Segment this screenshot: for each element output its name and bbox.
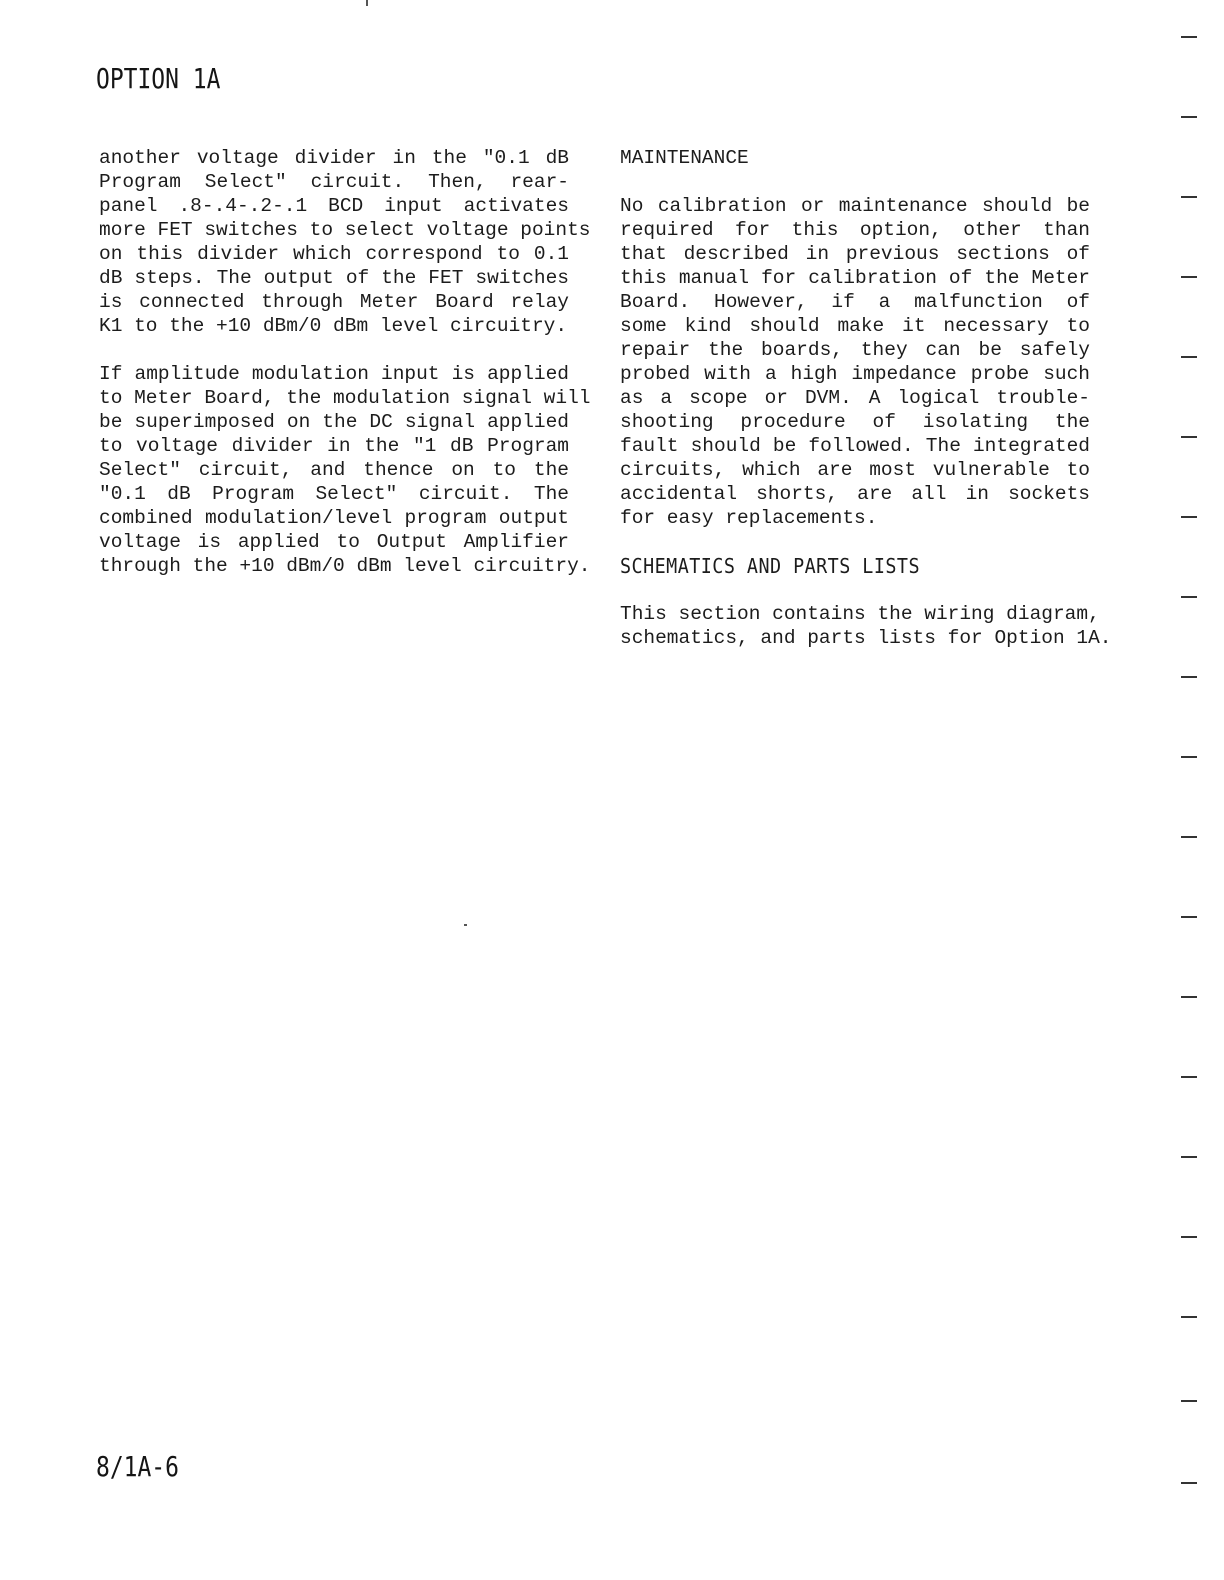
edge-mark [1181, 916, 1197, 918]
edge-mark [1181, 836, 1197, 838]
edge-mark [1181, 1316, 1197, 1318]
text-line: on this divider which correspond to 0.1 [99, 243, 569, 265]
text-line: more FET switches to select voltage points [99, 219, 591, 241]
text-line: be superimposed on the DC signal applied [99, 411, 569, 433]
text-line: Board. However, if a malfunction of [620, 291, 1090, 313]
schematics-paragraph [620, 602, 1112, 650]
edge-mark [1181, 996, 1197, 998]
text-line: No calibration or maintenance should be [620, 195, 1090, 217]
edge-mark [1181, 436, 1197, 438]
text-line: another voltage divider in the "0.1 dB [99, 147, 569, 169]
text-line: is connected through Meter Board relay [99, 291, 569, 313]
scan-speck [464, 924, 467, 926]
text-line: If amplitude modulation input is applied [99, 363, 569, 385]
text-line: voltage is applied to Output Amplifier [99, 531, 569, 553]
text-line: repair the boards, they can be safely [620, 339, 1090, 361]
text-line: some kind should make it necessary to [620, 315, 1090, 337]
text-line: K1 to the +10 dBm/0 dBm level circuitry. [99, 315, 568, 337]
page-header-title: OPTION 1A [96, 62, 221, 95]
schematics-heading: SCHEMATICS AND PARTS LISTS [620, 554, 920, 578]
text-line: through the +10 dBm/0 dBm level circuitry. [99, 555, 591, 577]
text-line: This section contains the wiring diagram, [620, 603, 1100, 625]
edge-mark [1181, 676, 1197, 678]
edge-mark [1181, 196, 1197, 198]
edge-mark [1181, 1400, 1197, 1402]
edge-mark [1181, 356, 1197, 358]
text-line: combined modulation/level program output [99, 507, 569, 529]
maintenance-heading: MAINTENANCE [620, 147, 749, 169]
edge-mark [1181, 1156, 1197, 1158]
text-line: to Meter Board, the modulation signal will [99, 387, 591, 409]
page-number: 8/1A-6 [96, 1450, 179, 1483]
scan-speck [366, 0, 368, 6]
text-line: probed with a high impedance probe such [620, 363, 1090, 385]
edge-mark [1181, 1076, 1197, 1078]
text-line: dB steps. The output of the FET switches [99, 267, 569, 289]
text-line: panel .8-.4-.2-.1 BCD input activates [99, 195, 569, 217]
right-column [620, 146, 1112, 674]
text-line: for easy replacements. [620, 507, 878, 529]
text-line: Select" circuit, and thence on to the [99, 459, 569, 481]
text-line: "0.1 dB Program Select" circuit. The [99, 483, 569, 505]
edge-mark [1181, 756, 1197, 758]
text-line: shooting procedure of isolating the [620, 411, 1090, 433]
edge-mark [1181, 36, 1197, 38]
left-paragraph-1 [99, 146, 591, 338]
left-column [99, 146, 591, 602]
text-line: accidental shorts, are all in sockets [620, 483, 1090, 505]
text-line: that described in previous sections of [620, 243, 1090, 265]
edge-mark [1181, 516, 1197, 518]
text-line: circuits, which are most vulnerable to [620, 459, 1090, 481]
edge-mark [1181, 1482, 1197, 1484]
text-line: as a scope or DVM. A logical trouble- [620, 387, 1090, 409]
text-line: Program Select" circuit. Then, rear- [99, 171, 569, 193]
text-line: schematics, and parts lists for Option 1A. [620, 627, 1112, 649]
text-line: to voltage divider in the "1 dB Program [99, 435, 569, 457]
edge-mark [1181, 1236, 1197, 1238]
edge-mark [1181, 596, 1197, 598]
edge-mark [1181, 116, 1197, 118]
edge-mark [1181, 276, 1197, 278]
text-line: required for this option, other than [620, 219, 1090, 241]
text-line: fault should be followed. The integrated [620, 435, 1090, 457]
left-paragraph-2 [99, 362, 591, 578]
text-line: this manual for calibration of the Meter [620, 267, 1090, 289]
maintenance-paragraph [620, 194, 1090, 530]
